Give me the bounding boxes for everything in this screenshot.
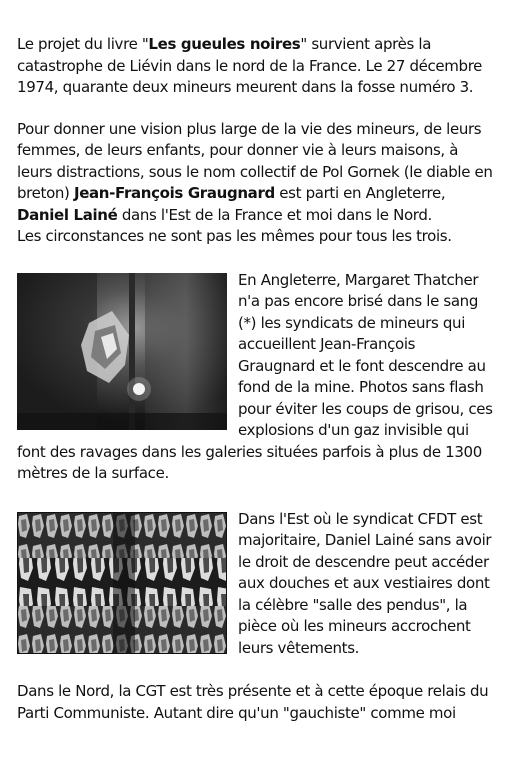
mine-photo (17, 273, 227, 430)
east-section (17, 509, 496, 660)
vision-text-2: est parti en Angleterre, (274, 184, 446, 202)
england-section (17, 270, 496, 485)
hanging-room-photo (17, 512, 227, 654)
intro-text-end: " survient après la catastrophe de Liévin dans le nord de la France. Le 27 décembre 1974, quarante deux mineurs meurent dans la fosse numéro 3. (17, 35, 483, 96)
north-paragraph: Dans le Nord, la CGT est très présente et à cette époque relais du Parti Communiste. Autant dire qu'un "gauchiste" comme moi (17, 682, 489, 722)
intro-paragraph (17, 34, 496, 99)
east-paragraph: Dans l'Est où le syndicat CFDT est majoritaire, Daniel Lainé sans avoir le droit de descendre peut accéder aux douches et aux vestiaires dont la célèbre "salle des pendus", la pièce où les mineurs accrochent leurs vêtements. (238, 509, 492, 657)
vision-paragraph (17, 119, 496, 248)
hanging-room-photo-image (17, 512, 227, 654)
intro-text-start: Le projet du livre " (17, 35, 149, 53)
vision-text-4: Les circonstances ne sont pas les mêmes pour tous les trois. (17, 227, 452, 245)
england-paragraph: En Angleterre, Margaret Thatcher n'a pas encore brisé dans le sang (*) les syndicats de mineurs qui accueillent Jean-François Graugnard et le font descendre au fond de la mine. Photos sans flash pour éviter les coups de grisou, ces explosions d'un gaz invisible qui font des ravages dans les galeries situées parfois à plus de 1300 mètres de la surface. (17, 270, 493, 482)
mine-photo-image (17, 273, 227, 430)
book-title: Les gueules noires (148, 35, 301, 53)
photographer-name-2: Daniel Lainé (17, 205, 118, 224)
vision-text-1: Pour donner une vision plus large de la vie des mineurs, de leurs femmes, de leurs enfants, pour donner vie à leurs maisons, à leurs distractions, sous le nom collectif de Pol Gornek (le diable en breton) (17, 119, 493, 202)
photographer-name-1: Jean-François Graugnard (73, 184, 275, 202)
vision-text-3: dans l'Est de la France et moi dans le Nord. (117, 205, 432, 224)
